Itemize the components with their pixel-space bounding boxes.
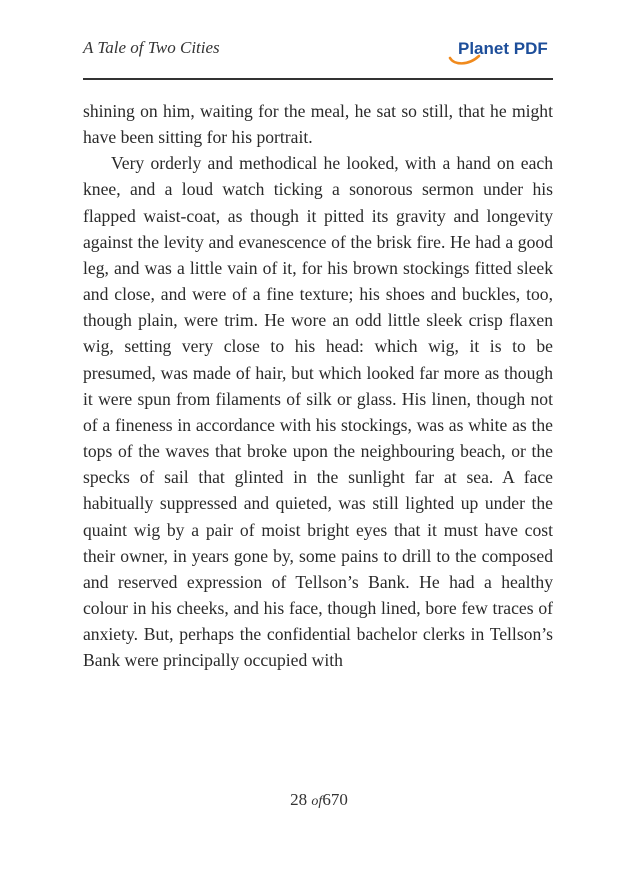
book-title: A Tale of Two Cities bbox=[83, 38, 220, 57]
page-total: 670 bbox=[322, 790, 348, 809]
header-divider bbox=[83, 78, 553, 80]
logo-text: Planet PDF bbox=[458, 39, 548, 58]
page-body bbox=[83, 98, 553, 673]
planet-pdf-logo bbox=[446, 39, 558, 69]
page-current: 28 bbox=[290, 790, 308, 809]
paragraph: Very orderly and methodical he looked, with a hand on each knee, and a loud watch ticking a sonorous sermon under his flapped waist-coat, as though it pitted its gravity and longevity against the levity and evanescence of the brisk fire. He had a good leg, and was a little vain of it, for his brown stockings fitted sleek and close, and were of a fine texture; his shoes and buckles, too, though plain, were trim. He wore an odd little sleek crisp flaxen wig, setting very close to his head: which wig, it is to be presumed, was made of hair, but which looked far more as though it were spun from filaments of silk or glass. His linen, though not of a fineness in accordance with his stockings, was as white as the tops of the waves that broke upon the neighbouring beach, or the specks of sail that glinted in the sunlight far at sea. A face habitually suppressed and quieted, was still lighted up under the quaint wig by a pair of moist bright eyes that it must have cost their owner, in years gone by, some pains to drill to the composed and reserved expression of Tellson’s Bank. He had a healthy colour in his cheeks, and his face, though lined, bore few traces of anxiety. But, perhaps the confidential bachelor clerks in Tellson’s Bank were principally occupied with bbox=[83, 153, 553, 671]
paragraph-continued: shining on him, waiting for the meal, he sat so still, that he might have been sitting for his portrait. bbox=[83, 101, 553, 148]
page-of-label: of bbox=[311, 794, 323, 809]
page-number bbox=[0, 790, 638, 810]
